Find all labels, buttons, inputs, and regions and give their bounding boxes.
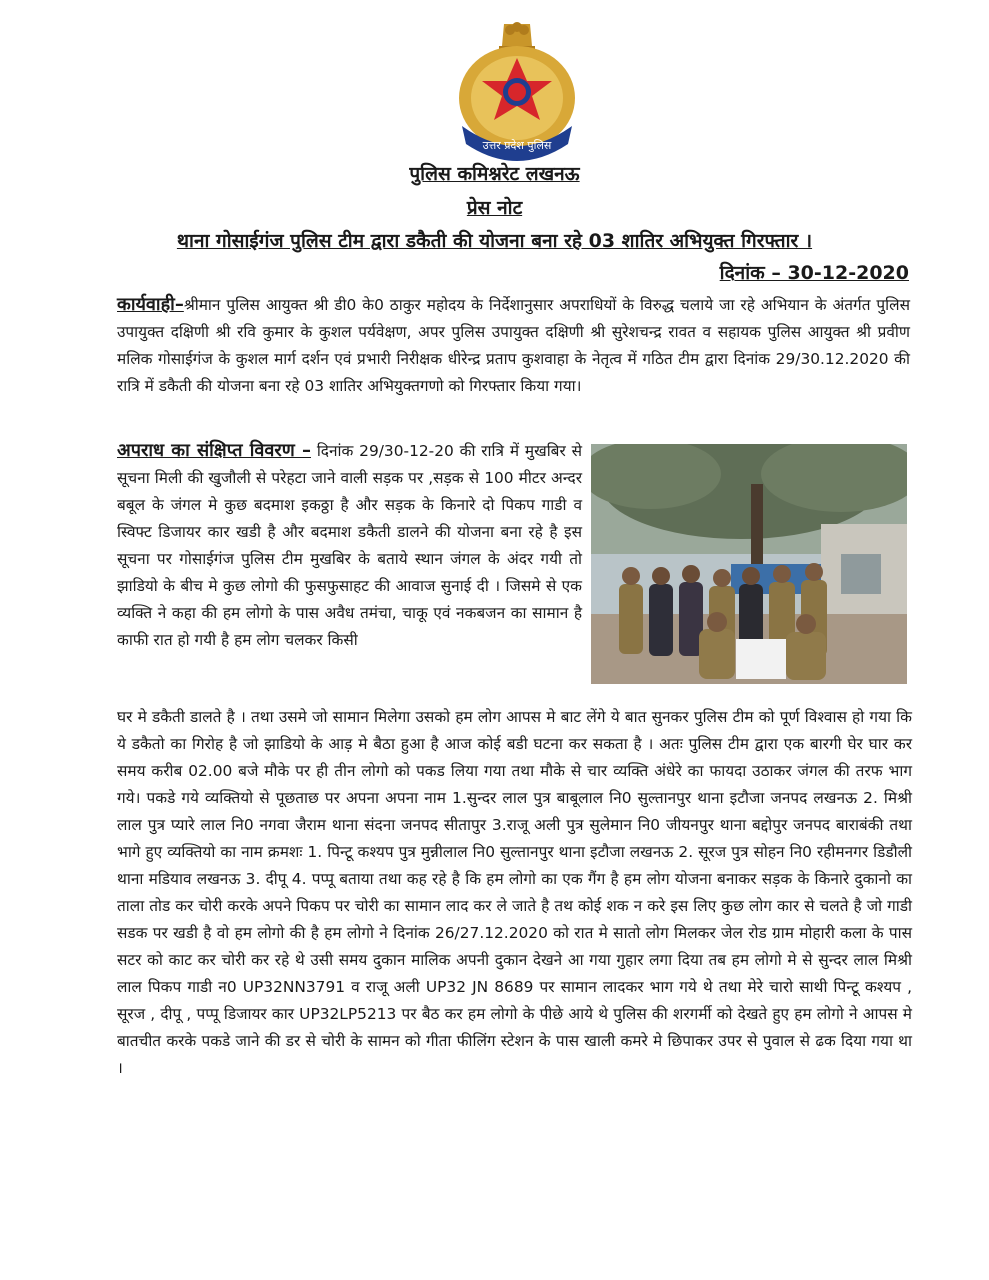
summary-paragraph-part1 [117, 437, 582, 654]
action-text: श्रीमान पुलिस आयुक्त श्री डी0 के0 ठाकुर महोदय के निर्देशानुसार अपराधियों के विरुद्ध चलाये जा रहे अभियान के अंतर्गत पुलिस उपायुक्त दक्षिणी श्री रवि कुमार के कुशल पर्यवेक्षण, अपर पुलिस उपायुक्त दक्षिणी श्री सुरेशचन्द्र रावत व सहायक पुलिस आयुक्त श्री प्रवीण मलिक गोसाईगंज के कुशल मार्ग दर्शन एवं प्रभारी निरीक्षक धीरेन्द्र प्रताप कुशवाहा के नेतृत्व में गठित टीम द्वारा दिनांक 29/30.12.2020 की रात्रि में डकैती की योजना बना रहे 03 शातिर अभियुक्तगणो को गिरफ्तार किया गया। [117, 296, 910, 395]
header-date: दिनांक – 30-12-2020 [719, 262, 909, 284]
police-team-photo [591, 444, 907, 684]
summary-label: अपराध का संक्षिप्त विवरण – [117, 440, 311, 461]
header-commissionerate: पुलिस कमिश्नरेट लखनऊ [409, 163, 580, 185]
header-press-note: प्रेस नोट [466, 197, 523, 219]
summary-paragraph-part2: घर मे डकैती डालते है । तथा उसमे जो सामान मिलेगा उसको हम लोग आपस मे बाट लेंगे ये बात सुनकर पुलिस टीम को पूर्ण विश्वास हो गया कि ये डकैतो का गिरोह है जो झाडियो के आड़ मे बैठा हुआ है आज कोई बडी घटना कर सकता है । अतः पुलिस टीम द्वारा एक बारगी घेर घार कर समय करीब 02.00 बजे मौके पर ही तीन लोगो को पकड लिया गया तथा मौके से चार व्यक्ति अंधेरे का फायदा उठाकर जंगल की तरफ भाग गये। पकडे गये व्यक्तियो से पूछताछ पर अपना अपना नाम 1.सुन्दर लाल पुत्र बाबूलाल नि0 सुल्तानपुर थाना इटौजा जनपद लखनऊ 2. मिश्री लाल पुत्र प्यारे लाल नि0 नगवा जैराम थाना संदना जनपद सीतापुर 3.राजू अली पुत्र सुलेमान नि0 जीयनपुर थाना बद्दोपुर जनपद बाराबंकी तथा भागे हुए व्यक्तियो का नाम क्रमशः 1. पिन्टू कश्यप पुत्र मुन्नीलाल नि0 सुल्तानपुर थाना इटौजा लखनऊ 2. सूरज पुत्र सोहन नि0 रहीमनगर डिडौली थाना मडियाव लखनऊ 3. दीपू 4. पप्पू बताया तथा कह रहे है कि हम लोगो का एक गैंग है हम लोग योजना बनाकर सड़क के किनारे दुकानो का ताला तोड कर चोरी करके अपने पिकप पर चोरी का सामान लाद कर ले जाते है तथ कोई शक न करे इस लिए कुछ लोग कार से चलते है जो गाडी सडक पर खडी है वो हम लोगो की है हम लोगो ने दिनांक 26/27.12.2020 को रात मे सातो लोग मिलकर जेल रोड ग्राम मोहारी कला के पास सटर को काट कर चोरी कर रहे थे उसी समय दुकान मालिक अपनी दुकान देखने आ गया गुहार लगा दिया तब हम लोगो मे से सुन्दर लाल मिश्री लाल पिकप गाडी न0 UP32NN3791 व राजू अली UP32 JN 8689 पर सामान लादकर भाग गये थे तथा मेरे चारो साथी पिन्टू कश्यप , सूरज , दीपू , पप्पू डिजायर कार UP32LP5213 पर बैठ कर हम लोगो के पीछे आये थे पुलिस की शरगर्मी को देखते हुए हम लोगो ने आपस मे बातचीत करके पकडे जाने की डर से चोरी के सामन को गीता फीलिंग स्टेशन के पास खाली कमरे मे छिपाकर उपर से पुवाल से ढक दिया गया था । [117, 708, 912, 1077]
header-headline: थाना गोसाईगंज पुलिस टीम द्वारा डकैती की योजना बना रहे 03 शातिर अभियुक्त गिरफ्तार । [176, 230, 813, 252]
action-label: कार्यवाही– [117, 294, 184, 315]
emblem-ribbon-text: उत्तर प्रदेश पुलिस [482, 139, 552, 152]
summary-text-1: दिनांक 29/30-12-20 की रात्रि में मुखबिर से सूचना मिली की खुजौली से परेहटा जाने वाली सड़क पर ,सड़क से 100 मीटर अन्दर बबूल के जंगल मे कुछ बदमाश इकठ्ठा है और सड़क के किनारे दो पिकप गाडी व स्विफ्ट डिजायर कार खडी है और बदमाश डकैती डालने की योजना बना रहे है इस सूचना पर गोसाईगंज पुलिस टीम मुखबिर के बताये स्थान जंगल के अंदर गयी तो झाडियो के बीच मे कुछ लोगो की फुसफुसाहट की आवाज सुनाई दी । जिसमे से एक व्यक्ति ने कहा की हम लोगो के पास अवैध तमंचा, चाकू एवं नकबजन का सामान है काफी रात हो गयी है हम लोग चलकर किसी [117, 442, 582, 649]
action-paragraph [117, 291, 910, 400]
up-police-emblem-icon [452, 16, 582, 166]
